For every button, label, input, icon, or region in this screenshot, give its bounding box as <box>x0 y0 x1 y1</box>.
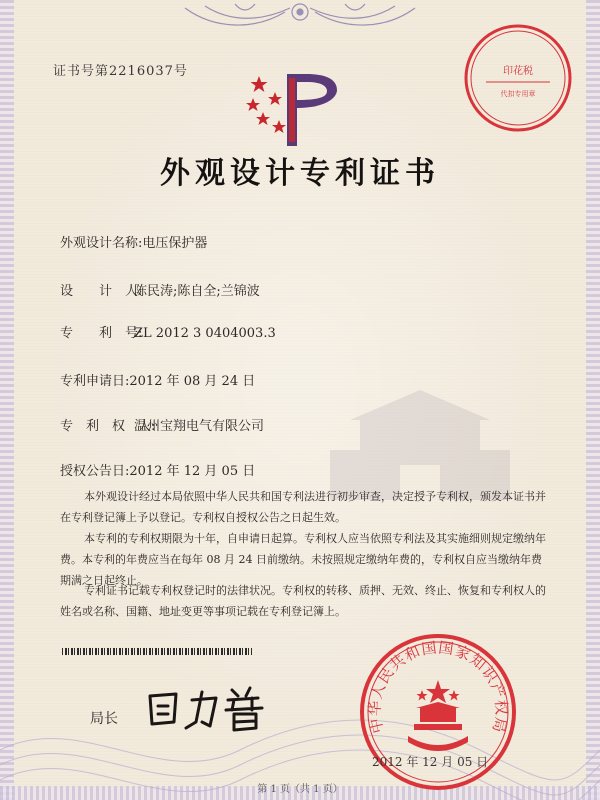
grant-date-label: 授权公告日: <box>60 464 130 479</box>
barcode <box>62 648 252 655</box>
grant-date-value: 2012 年 12 月 05 日 <box>129 464 256 479</box>
patent-number-value: ZL 2012 3 0404003.3 <box>134 326 276 341</box>
director-label: 局长 <box>90 711 118 727</box>
svg-text:印花税: 印花税 <box>503 66 533 77</box>
design-name-field <box>60 232 207 251</box>
patent-number-label: 专 利 号: <box>60 326 143 341</box>
top-ornament <box>175 0 425 40</box>
designer-field <box>60 280 260 299</box>
grant-date-field <box>60 460 255 479</box>
svg-text:代扣专用章: 代扣专用章 <box>500 90 536 98</box>
filing-date-value: 2012 年 08 月 24 日 <box>129 374 256 389</box>
patentee-field <box>60 415 264 434</box>
agency-seal-stamp <box>462 22 574 134</box>
left-guilloche-border <box>0 0 14 800</box>
patentee-value: 温州宝翔电气有限公司 <box>134 419 265 434</box>
page-indicator: 第 1 页（共 1 页） <box>257 784 343 795</box>
body-paragraph-grant: 本外观设计经过本局依照中华人民共和国专利法进行初步审查，决定授予专利权，颁发本证书并在专利登记簿上予以登记。专利权自授权公告之日起生效。 <box>60 490 546 524</box>
certificate-number: 证书号第2216037号 <box>53 64 188 79</box>
filing-date-field <box>60 370 255 389</box>
design-name-label: 外观设计名称: <box>60 236 143 251</box>
right-guilloche-border <box>586 0 600 800</box>
national-emblem-icon <box>408 680 468 751</box>
svg-text:中华人民共和国国家知识产权局: 中华人民共和国国家知识产权局 <box>365 638 511 736</box>
issue-date: 2012 年 12 月 05 日 <box>372 755 489 769</box>
design-name-value: 电压保护器 <box>142 236 208 251</box>
director-signature <box>140 682 290 737</box>
body-paragraph-legal-status: 专利证书记载专利权登记时的法律状况。专利权的转移、质押、无效、终止、恢复和专利权人的姓名或名称、国籍、地址变更等事项记载在专利登记簿上。 <box>60 584 546 618</box>
designer-value: 陈民涛;陈自全;兰锦波 <box>134 284 260 299</box>
patent-number-field <box>60 322 276 341</box>
filing-date-label: 专利申请日: <box>60 374 130 389</box>
designer-label: 设 计 人: <box>60 284 143 299</box>
body-paragraph-term: 本专利的专利权期限为十年，自申请日起算。专利权人应当依照专利法及其实施细则规定缴纳年费。本专利的年费应当在每年 08 月 24 日前缴纳。未按照规定缴纳年费的，专利权自应当缴纳年费期满之日起终止。 <box>60 532 546 587</box>
sipo-logo-icon <box>245 68 345 150</box>
patentee-label: 专 利 权 人: <box>60 419 156 434</box>
page-title: 外观设计专利证书 <box>160 156 440 191</box>
